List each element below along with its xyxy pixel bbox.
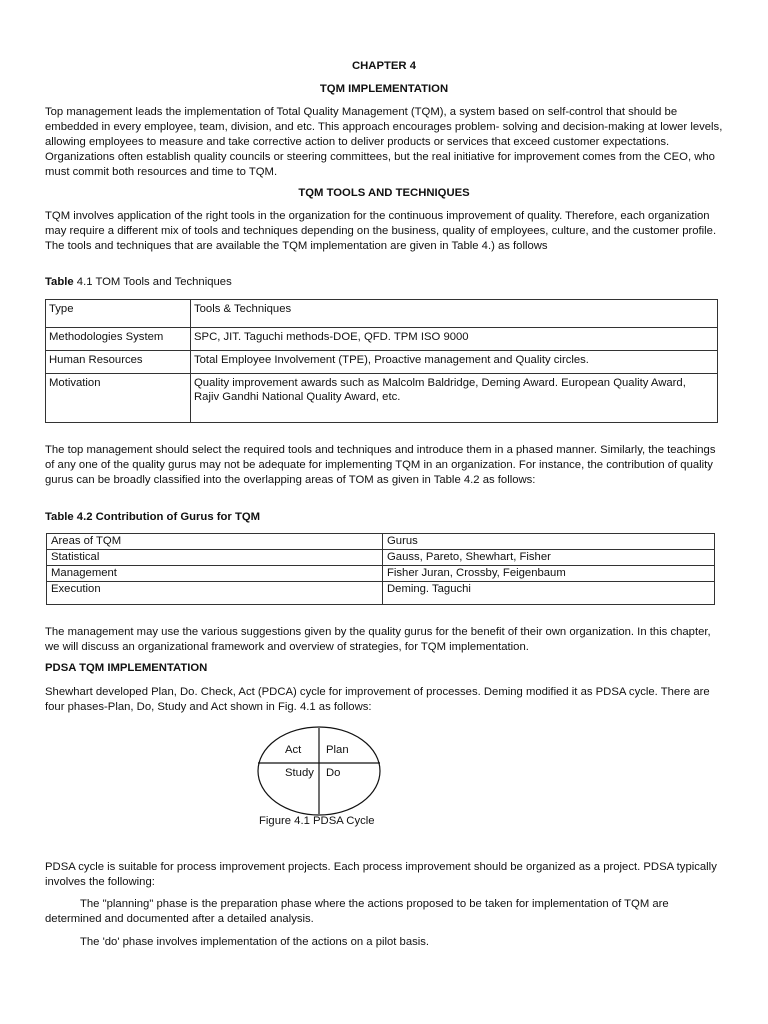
figure-caption: Figure 4.1 PDSA Cycle [259, 815, 375, 827]
table-header-row [46, 300, 718, 328]
pdsa-cycle-diagram [255, 724, 385, 820]
management-paragraph: The management may use the various suggestions given by the quality gurus for the benefit of their own organization. In this chapter, we will discuss an organizational framework and overview of strategies, for TQM implementation. [45, 626, 711, 653]
table1-caption-bold: Table [45, 276, 74, 288]
table-header-row [47, 534, 715, 550]
table-cell: Motivation [46, 374, 191, 423]
tools-heading: TQM TOOLS AND TECHNIQUES [298, 187, 470, 199]
table-cell: Methodologies System [46, 328, 191, 351]
quadrant-act: Act [285, 744, 302, 756]
table-cell: Gauss, Pareto, Shewhart, Fisher [383, 550, 715, 566]
gurus-table [46, 533, 715, 605]
quadrant-study: Study [285, 767, 314, 779]
table-cell: SPC, JIT. Taguchi methods-DOE, QFD. TPM ISO 9000 [191, 328, 718, 351]
pdsa-heading: PDSA TQM IMPLEMENTATION [45, 662, 208, 674]
table-row [47, 550, 715, 566]
gurus-paragraph: The top management should select the required tools and techniques and introduce them in a phased manner. Similarly, the teachings of any one of the quality gurus may not be adequate for implementing TQM in an organization. For instance, the contribution of quality gurus can be broadly classified into the overlapping areas of TOM as given in Table 4.2 as follows: [45, 444, 716, 486]
table2-caption: Table 4.2 Contribution of Gurus for TQM [45, 511, 261, 523]
table-cell: Statistical [47, 550, 383, 566]
chapter-label: CHAPTER 4 [351, 60, 417, 72]
table1-caption-text: 4.1 TOM Tools and Techniques [73, 276, 232, 288]
page-title: TQM IMPLEMENTATION [319, 83, 449, 95]
planning-paragraph: The "planning" phase is the preparation phase where the actions proposed to be taken for implementation of TQM are determined and documented after a detailed analysis. [45, 898, 669, 925]
table-header-cell: Tools & Techniques [191, 300, 718, 328]
table-row [46, 374, 718, 423]
intro-paragraph: Top management leads the implementation of Total Quality Management (TQM), a system based on self-control that should be embedded in every employee, team, division, and etc. This approach encourages problem- solving and decision-making at lower levels, allowing employees to measure and take corrective action to deliver products or services that exceed customer expectations. Organizations often establish quality councils or steering committees, but the real initiative for improvement comes from the CEO, who must commit both resources and time to TQM. [45, 106, 723, 178]
table-row [47, 566, 715, 582]
table-cell: Quality improvement awards such as Malcolm Baldridge, Deming Award. European Quality Award, Rajiv Gandhi National Quality Award, etc. [191, 374, 718, 423]
table-cell: Deming. Taguchi [383, 582, 715, 605]
table-header-cell: Type [46, 300, 191, 328]
tools-table [45, 299, 718, 423]
table-cell: Fisher Juran, Crossby, Feigenbaum [383, 566, 715, 582]
table-cell: Management [47, 566, 383, 582]
table-row [47, 582, 715, 605]
table-row [46, 351, 718, 374]
table-row [46, 328, 718, 351]
table1-caption [45, 276, 232, 288]
table-cell: Execution [47, 582, 383, 605]
table-header-cell: Gurus [383, 534, 715, 550]
table-header-cell: Areas of TQM [47, 534, 383, 550]
quadrant-plan: Plan [326, 744, 349, 756]
pdsa-suitable-paragraph: PDSA cycle is suitable for process improvement projects. Each process improvement should be organized as a project. PDSA typically involves the following: [45, 861, 717, 888]
do-paragraph: The 'do' phase involves implementation of the actions on a pilot basis. [80, 936, 430, 948]
tools-paragraph: TQM involves application of the right tools in the organization for the continuous improvement of quality. Therefore, each organization may require a different mix of tools and techniques depending on the business, quality of employees, culture, and the customer profile. The tools and techniques that are available the TQM implementation are given in Table 4.) as follows [45, 210, 717, 252]
quadrant-do: Do [326, 767, 341, 779]
table-cell: Total Employee Involvement (TPE), Proactive management and Quality circles. [191, 351, 718, 374]
table-cell: Human Resources [46, 351, 191, 374]
pdsa-paragraph: Shewhart developed Plan, Do. Check, Act (PDCA) cycle for improvement of processes. Deming modified it as PDSA cycle. There are four phases-Plan, Do, Study and Act shown in Fig. 4.1 as follows: [45, 686, 710, 713]
